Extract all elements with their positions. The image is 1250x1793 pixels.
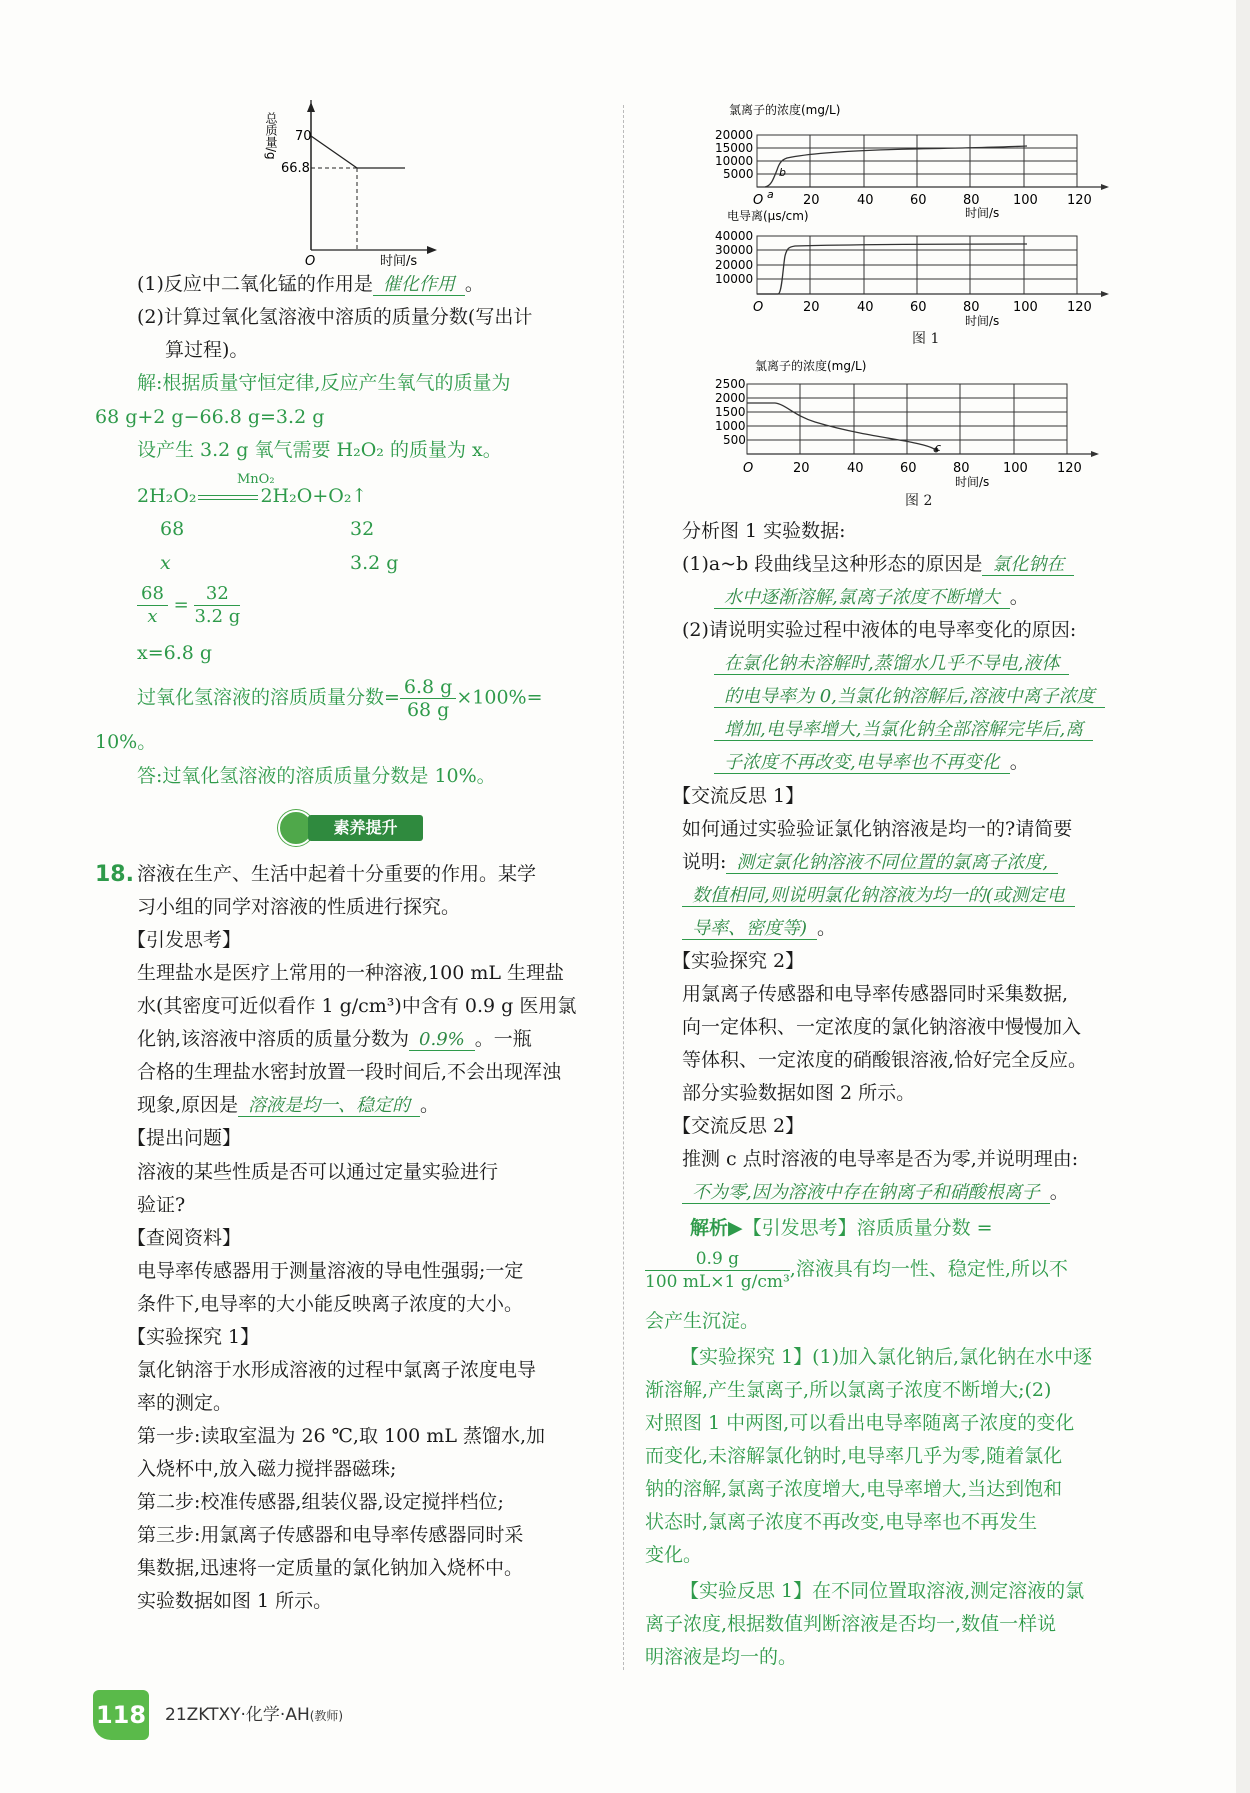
fig2-caption: 图 2 <box>905 493 933 509</box>
fig2-ytick: 1500 <box>715 405 746 419</box>
fig1-bottom-xtick: 40 <box>857 300 874 315</box>
q17-answer: 答:过氧化氢溶液的溶质质量分数是 10%。 <box>137 765 496 787</box>
reflect2-answer: 不为零,因为溶液中存在钠离子和硝酸根离子 <box>682 1182 1050 1204</box>
fig1-top-ytick: 10000 <box>715 154 754 168</box>
mass-time-graph <box>255 100 455 285</box>
reflect1-2: 说明: 测定氯化钠溶液不同位置的氯离子浓度, <box>682 846 1058 879</box>
fig1-top-xtick: 80 <box>963 193 980 208</box>
fig1-bottom-ytick: 30000 <box>715 243 754 257</box>
question-2: 验证? <box>137 1194 186 1216</box>
fig1-chloride-chart <box>715 100 1115 222</box>
fig1-conductivity-chart <box>715 206 1115 332</box>
think-1: 生理盐水是医疗上常用的一种溶液,100 mL 生理盐 <box>137 962 565 984</box>
fig1-top-xtick: 100 <box>1013 193 1038 208</box>
explanation-10: 变化。 <box>645 1544 703 1566</box>
heading-lookup: 【查阅资料】 <box>127 1227 242 1249</box>
lookup-2: 条件下,电导率的大小能反映离子浓度的大小。 <box>137 1293 524 1315</box>
analysis-2-answer: 在氯化钠未溶解时,蒸馏水几乎不导电,液体 <box>714 653 1069 675</box>
fig1-conductivity-curve <box>757 244 1027 294</box>
proportion: $\frac{68}{x}$ = $\frac{32}{3.2 g}$ <box>137 583 240 628</box>
lookup-1: 电导率传感器用于测量溶液的导电性强弱;一定 <box>137 1260 524 1282</box>
fig1-bottom-xtick: 60 <box>910 300 927 315</box>
column-divider <box>623 105 624 1670</box>
question-1: 溶液的某些性质是否可以通过定量实验进行 <box>137 1161 499 1183</box>
solution-line-2: 68 g+2 g−66.8 g=3.2 g <box>95 406 325 428</box>
q17-part2: (2)计算过氧化氢溶液中溶质的质量分数(写出计 <box>137 306 533 328</box>
fig1-point-a: a <box>767 188 774 201</box>
explanation-fraction: $\frac{0.9 g}{\text{100 mL×1 g/cm³}}$ ,溶液具有均一性、稳定性,所以不 <box>645 1249 1068 1292</box>
exp1-1: 氯化钠溶于水形成溶液的过程中氯离子浓度电导 <box>137 1359 537 1381</box>
fig1-bottom-ytick: 20000 <box>715 258 754 272</box>
fig1-top-ylabel: 氯离子的浓度(mg/L) <box>729 103 841 117</box>
heading-think: 【引发思考】 <box>127 929 242 951</box>
chemical-equation: 2H₂O₂ 2H₂O+O₂↑ <box>137 485 368 507</box>
answer-mass-fraction: 0.9% <box>409 1029 475 1051</box>
explanation-4: 【实验探究 1】(1)加入氯化钠后,氯化钠在水中逐 <box>680 1346 1093 1368</box>
fig2-ytick: 500 <box>723 433 746 447</box>
fig2-xlabel: 时间/s <box>955 475 990 489</box>
analyze-heading: 分析图 1 实验数据: <box>682 520 846 542</box>
heading-exp2: 【实验探究 2】 <box>672 950 805 972</box>
exp2-1: 用氯离子传感器和电导率传感器同时采集数据, <box>682 983 1069 1005</box>
fig2-ytick: 2500 <box>715 377 746 391</box>
fig2-xtick: 120 <box>1057 461 1082 476</box>
explanation-5: 渐溶解,产生氯离子,所以氯离子浓度不断增大;(2) <box>645 1379 1052 1401</box>
fig2-chloride-chart <box>715 356 1115 492</box>
exp1-2: 率的测定。 <box>137 1392 233 1414</box>
explanation-9: 状态时,氯离子浓度不再改变,电导率也不再发生 <box>645 1511 1038 1533</box>
ratio-x: x <box>160 552 171 574</box>
explanation-1: 解析▶【引发思考】溶质质量分数 = <box>690 1217 993 1239</box>
analysis-2-answer: 增加,电导率增大,当氯化钠全部溶解完毕后,离 <box>714 719 1093 741</box>
fig2-ylabel: 氯离子的浓度(mg/L) <box>755 359 867 373</box>
fig1-bottom-ylabel: 电导离(μs/cm) <box>727 209 809 223</box>
fig1-bottom-ytick: 40000 <box>715 229 754 243</box>
step3-b: 集数据,迅速将一定质量的氯化钠加入烧杯中。 <box>137 1557 524 1579</box>
q17-answer1: 催化作用 <box>373 274 465 296</box>
explanation-8: 钠的溶解,氯离子浓度增大,电导率增大,当达到饱和 <box>645 1478 1063 1500</box>
fig2-ytick: 1000 <box>715 419 746 433</box>
step1-a: 第一步:读取室温为 26 ℃,取 100 mL 蒸馏水,加 <box>137 1425 546 1447</box>
fig1-top-xtick: O <box>753 193 764 208</box>
exp2-2: 向一定体积、一定浓度的氯化钠溶液中慢慢加入 <box>682 1016 1082 1038</box>
analysis-1-answer-b: 水中逐渐溶解,氯离子浓度不断增大 <box>714 587 1010 609</box>
reflect1-1: 如何通过实验验证氯化钠溶液是均一的?请简要 <box>682 818 1073 840</box>
heading-exp1: 【实验探究 1】 <box>127 1326 260 1348</box>
fig1-chloride-curve <box>765 146 1027 187</box>
analysis-1-cont: 水中逐渐溶解,氯离子浓度不断增大 。 <box>714 581 1029 614</box>
explanation-13: 明溶液是均一的。 <box>645 1646 798 1668</box>
exp2-3: 等体积、一定浓度的硝酸银溶液,恰好完全反应。 <box>682 1049 1088 1071</box>
page-edge <box>1236 0 1250 1793</box>
fig1-bottom-xtick: 120 <box>1067 300 1092 315</box>
explanation-12: 离子浓度,根据数值判断溶液是否均一,数值一样说 <box>645 1613 1057 1635</box>
analysis-1: (1)a~b 段曲线呈这种形态的原因是 氯化钠在 <box>682 548 1074 581</box>
graph-xlabel: 时间/s <box>380 254 418 269</box>
fig2-ytick: 2000 <box>715 391 746 405</box>
fig1-top-xtick: 60 <box>910 193 927 208</box>
percent-result: 10%。 <box>95 731 157 753</box>
heading-reflect2: 【交流反思 2】 <box>672 1115 805 1137</box>
graph-ytick-70: 70 <box>295 129 312 144</box>
fig2-xtick: 80 <box>953 461 970 476</box>
fig1-top-ytick: 15000 <box>715 141 754 155</box>
fig2-xtick: 40 <box>847 461 864 476</box>
fig1-top-xtick: 20 <box>803 193 820 208</box>
fig1-point-b: b <box>779 166 786 179</box>
fig2-xtick: O <box>743 461 754 476</box>
fig1-bottom-xtick: O <box>753 300 764 315</box>
ratio-68: 68 <box>160 518 185 540</box>
q17-part1: (1)反应中二氧化锰的作用是 催化作用 。 <box>137 273 484 295</box>
explanation-7: 而变化,未溶解氯化钠时,电导率几乎为零,随着氯化 <box>645 1445 1063 1467</box>
think-3: 化钠,该溶液中溶质的质量分数为 0.9% 。一瓶 <box>137 1028 532 1050</box>
page-number: 118 <box>93 1690 149 1740</box>
answer-stable: 溶液是均一、稳定的 <box>238 1095 420 1117</box>
step3-c: 实验数据如图 1 所示。 <box>137 1590 333 1612</box>
heading-question: 【提出问题】 <box>127 1127 242 1149</box>
ratio-32: 32 <box>350 518 375 540</box>
graph-origin: O <box>305 254 316 269</box>
fig1-top-ytick: 20000 <box>715 128 754 142</box>
q18-intro-1: 溶液在生产、生活中起着十分重要的作用。某学 <box>137 863 537 885</box>
fig1-bottom-xtick: 80 <box>963 300 980 315</box>
explanation-6: 对照图 1 中两图,可以看出电导率随离子浓度的变化 <box>645 1412 1075 1434</box>
fig1-bottom-ytick: 10000 <box>715 272 754 286</box>
fig2-xtick: 20 <box>793 461 810 476</box>
footer-code: 21ZKTXY·化学·AH(教师) <box>165 1705 344 1725</box>
ratio-3-2: 3.2 g <box>350 552 399 574</box>
step1-b: 入烧杯中,放入磁力搅拌器磁珠; <box>137 1458 397 1480</box>
fig1-bottom-xlabel: 时间/s <box>965 314 1000 328</box>
reflect1-answer: 数值相同,则说明氯化钠溶液为均一的(或测定电 <box>682 885 1075 907</box>
explanation-3: 会产生沉淀。 <box>645 1310 760 1332</box>
section-badge <box>278 810 426 844</box>
fig2-point-c: c <box>935 441 942 454</box>
fig2-xtick: 100 <box>1003 461 1028 476</box>
badge-label: 素养提升 <box>308 815 423 841</box>
step3-a: 第三步:用氯离子传感器和电导率传感器同时采 <box>137 1524 524 1546</box>
fig1-top-xtick: 120 <box>1067 193 1092 208</box>
q18-intro-2: 习小组的同学对溶液的性质进行探究。 <box>137 896 461 918</box>
think-2: 水(其密度可近似看作 1 g/cm³)中含有 0.9 g 医用氯 <box>137 995 577 1017</box>
reflect1-answer: 导率、密度等) <box>682 918 817 940</box>
q17-part2-cont: 算过程)。 <box>165 339 249 361</box>
heading-reflect1: 【交流反思 1】 <box>672 785 805 807</box>
fig1-bottom-xtick: 100 <box>1013 300 1038 315</box>
analysis-2-answer: 的电导率为 0,当氯化钠溶解后,溶液中离子浓度 <box>714 686 1105 708</box>
fig2-xtick: 60 <box>900 461 917 476</box>
think-4: 合格的生理盐水密封放置一段时间后,不会出现浑浊 <box>137 1061 562 1083</box>
solution-x: x=6.8 g <box>137 642 213 664</box>
fig1-top-xlabel: 时间/s <box>965 206 1000 220</box>
solution-line-1: 解:根据质量守恒定律,反应产生氧气的质量为 <box>137 372 511 394</box>
exp2-4: 部分实验数据如图 2 所示。 <box>682 1082 916 1104</box>
analysis-2-answer: 子浓度不再改变,电导率也不再变化 <box>714 752 1010 774</box>
fig1-top-xtick: 40 <box>857 193 874 208</box>
fig1-bottom-xtick: 20 <box>803 300 820 315</box>
graph-ytick-66: 66.8 <box>281 161 310 176</box>
analysis-1-answer-a: 氯化钠在 <box>982 554 1074 576</box>
fig1-top-ytick: 5000 <box>723 167 754 181</box>
analysis-2: (2)请说明实验过程中液体的电导率变化的原因: <box>682 619 1077 641</box>
think-5: 现象,原因是 溶液是均一、稳定的 。 <box>137 1094 440 1116</box>
fig1-caption: 图 1 <box>912 331 940 347</box>
reflect1-answer: 测定氯化钠溶液不同位置的氯离子浓度, <box>726 852 1058 874</box>
reflect2-1: 推测 c 点时溶液的电导率是否为零,并说明理由: <box>682 1148 1079 1170</box>
percent-calc: 过氧化氢溶液的溶质质量分数= $\frac{6.8 g}{68 g}$ ×100%= <box>137 676 543 721</box>
graph-ylabel: 总质量/g <box>264 112 278 160</box>
explanation-11: 【实验反思 1】在不同位置取溶液,测定溶液的氯 <box>680 1580 1085 1602</box>
q18-number: 18. <box>95 862 134 887</box>
solution-line-3: 设产生 3.2 g 氧气需要 H₂O₂ 的质量为 x。 <box>137 439 502 461</box>
step2: 第二步:校准传感器,组装仪器,设定搅拌档位; <box>137 1491 504 1513</box>
